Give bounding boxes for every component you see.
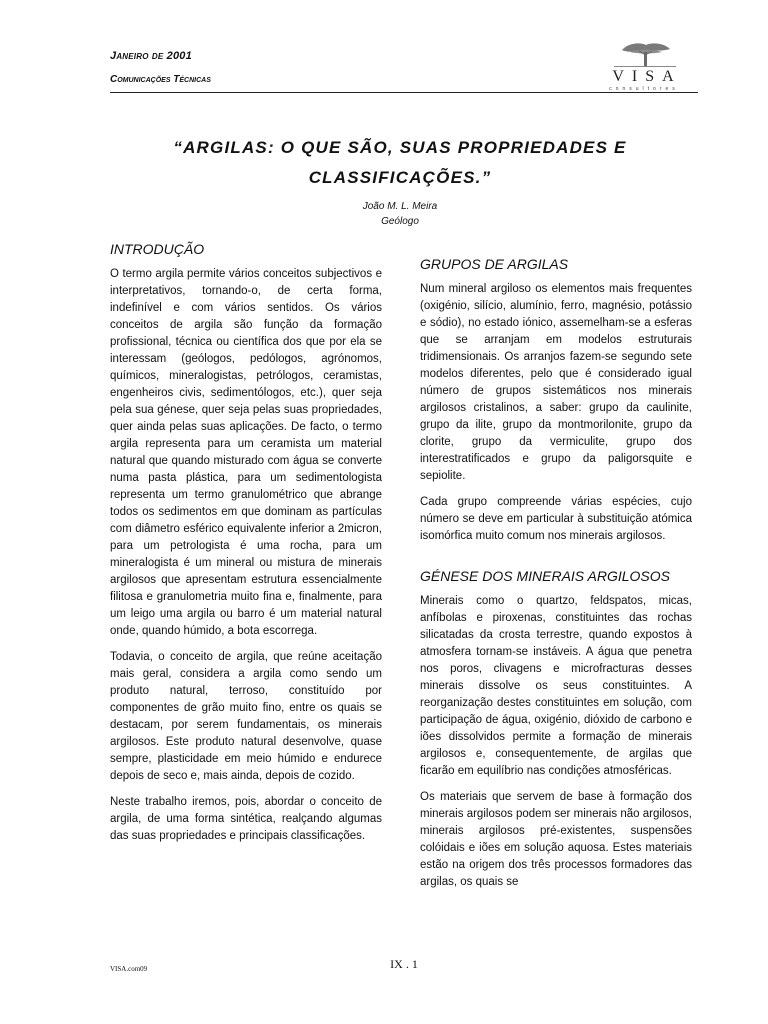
document-title [120,133,680,193]
header-date: Janeiro de 2001 [110,50,192,62]
logo-wordmark: VISA [612,68,682,85]
section-heading-introducao: INTRODUÇÃO [110,241,205,257]
logo-subtitle: consultores [609,86,679,92]
paragraph: Os materiais que servem de base à formação dos minerais argilosos podem ser minerais não argilosos, minerais argilosos pré-existentes, suspensões colóidais e iões em solução aquosa. Estes materiais estão na origem dos três processos formadores das argilas, os quais se [420,791,692,888]
visa-logo [594,40,694,96]
paragraph: Num mineral argiloso os elementos mais frequentes (oxigénio, silício, alumínio, ferro, magnésio, potássio e sódio), no estado iónico, assemelham-se a esferas que se arranjam em modelos estruturais tridimensionais. Os arranjos fazem-se segundo sete modelos diferentes, pelo que é considerado igual número de grupos sistemáticos nos minerais argilosos cristalinos, a saber: grupo da caulinite, grupo da ilite, grupo da montmorilonite, grupo da clorite, grupo da vermiculite, grupo dos interestratificados e grupo da paligorsquite e sepiolite. [420,283,692,482]
author-block [300,199,500,229]
author-role: Geólogo [381,216,419,227]
page-number: IX . 1 [390,957,418,971]
paragraph: Minerais como o quartzo, feldspatos, micas, anfíbolas e piroxenas, constituintes das rochas silicatadas da crosta terrestre, quando expostos à atmosfera tornam-se instáveis. A água que penetra nos poros, clivagens e microfracturas desses minerais dissolve os seus constituintes. A reorganização destes constituintes em solução, com participação de água, oxigénio, dióxido de carbono e iões dissolvidos permite a formação de minerais argilosos e, consequentemente, de argilas que ficarão em equilíbrio nas condições atmosféricas. [420,595,692,777]
right-column [420,255,692,900]
title-line-1: “ARGILAS: O QUE SÃO, SUAS PROPRIEDADES E [173,138,627,157]
paragraph: O termo argila permite vários conceitos subjectivos e interpretativos, tornando-o, de certa forma, indefinível e com vários sentidos. Os vários conceitos de argila são função da formação profissional, técnica ou científica dos que por ela se interessam (geólogos, pedólogos, agrónomos, químicos, mineralogistas, petrólogos, ceramistas, engenheiros civis, sedimentólogos, etc.), quer seja pela sua génese, quer seja pelas suas propriedades, quer ainda pelas suas aplicações. De facto, o termo argila representa para um ceramista um material natural que quando misturado com água se converte numa pasta plástica, para um sedimentologista representa um termo granulométrico que abrange todos os sedimentos em que dominam as partículas com diâmetro esférico equivalente inferior a 2micron, para um petrologista é uma rocha, para um mineralogista é um mineral ou mistura de minerais argilosos que apresentam estrutura essencialmente filitosa e granulometria muito fina e, finalmente, para um leigo uma argila ou barro é um material natural onde, quando húmido, a bota escorrega. [110,268,382,637]
left-column [110,240,382,854]
author-name: João M. L. Meira [362,201,438,212]
paragraph: Cada grupo compreende várias espécies, cujo número se deve em particular à substituição atómica isomórfica muito comum nos minerais argilosos. [420,496,692,542]
paragraph: Todavia, o conceito de argila, que reúne aceitação mais geral, considera a argila como sendo um produto natural, terroso, constituído por componentes de grão muito fino, entre os quais se destacam, por serem fundamentais, os minerais argilosos. Este produto natural desenvolve, quase sempre, plasticidade em meio húmido e endurece depois de seco e, mais ainda, depois de cozido. [110,651,382,782]
section-heading-grupos: GRUPOS DE ARGILAS [420,256,569,272]
tree-icon [594,40,694,70]
title-line-2: CLASSIFICAÇÕES.” [308,168,492,187]
section-heading-genese: GÉNESE DOS MINERAIS ARGILOSOS [420,568,670,584]
header-series: Comunicações Técnicas [110,74,211,85]
paragraph: Neste trabalho iremos, pois, abordar o conceito de argila, de uma forma sintética, realçando algumas das suas propriedades e principais classificações. [110,796,382,842]
footer-file: VISA.com09 [110,965,148,973]
